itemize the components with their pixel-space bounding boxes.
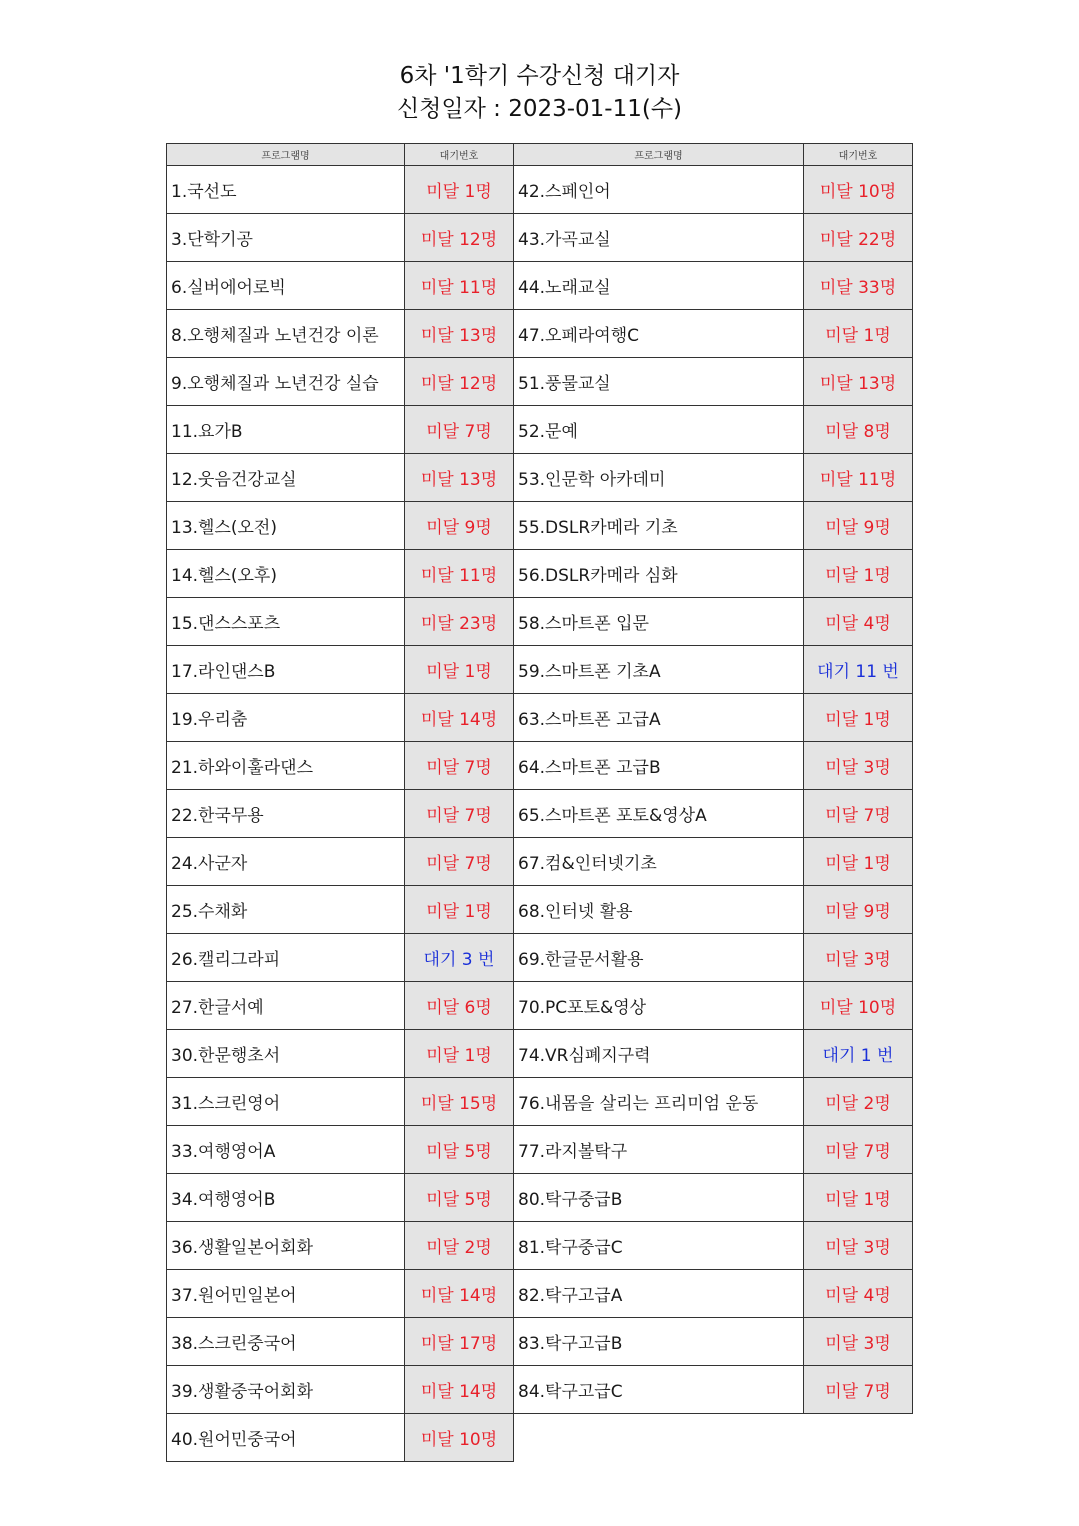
waitlist-status-cell: 미달 7명 <box>405 742 514 790</box>
table-header-row <box>514 144 913 166</box>
waitlist-status-cell: 미달 3명 <box>804 1222 913 1270</box>
waitlist-status-cell: 미달 22명 <box>804 214 913 262</box>
program-name-cell: 39.생활중국어회화 <box>167 1366 405 1414</box>
waitlist-status-cell: 미달 1명 <box>804 838 913 886</box>
table-row <box>167 310 514 358</box>
waitlist-status-cell: 미달 2명 <box>405 1222 514 1270</box>
program-name-cell: 55.DSLR카메라 기초 <box>514 502 804 550</box>
program-name-cell: 26.캘리그라피 <box>167 934 405 982</box>
waitlist-status-cell: 미달 9명 <box>804 502 913 550</box>
waitlist-status-cell: 미달 14명 <box>405 1366 514 1414</box>
waitlist-status-cell: 미달 15명 <box>405 1078 514 1126</box>
table-row <box>167 742 514 790</box>
program-name-cell: 64.스마트폰 고급B <box>514 742 804 790</box>
program-name-cell: 47.오페라여행C <box>514 310 804 358</box>
program-name-cell: 12.웃음건강교실 <box>167 454 405 502</box>
waitlist-number-header: 대기번호 <box>804 144 913 166</box>
waitlist-status-cell: 미달 11명 <box>405 550 514 598</box>
program-name-cell: 1.국선도 <box>167 166 405 214</box>
waitlist-status-cell: 미달 7명 <box>405 406 514 454</box>
table-row <box>514 1270 913 1318</box>
program-name-cell: 22.한국무용 <box>167 790 405 838</box>
waitlist-status-cell: 미달 7명 <box>804 1126 913 1174</box>
program-name-cell: 83.탁구고급B <box>514 1318 804 1366</box>
table-row <box>514 982 913 1030</box>
table-row <box>167 934 514 982</box>
program-name-cell: 70.PC포토&영상 <box>514 982 804 1030</box>
program-name-cell: 3.단학기공 <box>167 214 405 262</box>
waitlist-status-cell: 미달 3명 <box>804 1318 913 1366</box>
waitlist-status-cell: 미달 7명 <box>405 790 514 838</box>
program-name-cell: 77.라지볼탁구 <box>514 1126 804 1174</box>
waitlist-status-cell: 미달 3명 <box>804 934 913 982</box>
waitlist-status-cell: 미달 8명 <box>804 406 913 454</box>
program-name-cell: 63.스마트폰 고급A <box>514 694 804 742</box>
waitlist-status-cell: 미달 5명 <box>405 1174 514 1222</box>
table-row <box>167 406 514 454</box>
table-row <box>167 886 514 934</box>
program-name-cell: 53.인문학 아카데미 <box>514 454 804 502</box>
program-name-cell: 76.내몸을 살리는 프리미엄 운동 <box>514 1078 804 1126</box>
table-row <box>514 262 913 310</box>
page-title: 6차 '1학기 수강신청 대기자 <box>399 63 680 89</box>
waitlist-status-cell: 미달 1명 <box>804 694 913 742</box>
program-name-cell: 24.사군자 <box>167 838 405 886</box>
waitlist-status-cell: 미달 1명 <box>405 646 514 694</box>
waitlist-status-cell: 미달 4명 <box>804 1270 913 1318</box>
table-row <box>514 934 913 982</box>
waitlist-status-cell: 미달 7명 <box>804 1366 913 1414</box>
table-row <box>167 790 514 838</box>
program-name-cell: 30.한문행초서 <box>167 1030 405 1078</box>
program-name-cell: 69.한글문서활용 <box>514 934 804 982</box>
program-name-cell: 80.탁구중급B <box>514 1174 804 1222</box>
program-name-cell: 27.한글서예 <box>167 982 405 1030</box>
program-name-cell: 51.풍물교실 <box>514 358 804 406</box>
waitlist-status-cell: 미달 6명 <box>405 982 514 1030</box>
program-name-cell: 81.탁구중급C <box>514 1222 804 1270</box>
table-row <box>167 358 514 406</box>
waitlist-status-cell: 미달 11명 <box>804 454 913 502</box>
program-name-cell: 25.수채화 <box>167 886 405 934</box>
waitlist-status-cell: 미달 9명 <box>405 502 514 550</box>
table-row <box>167 694 514 742</box>
waitlist-number-header: 대기번호 <box>405 144 514 166</box>
table-row <box>167 1414 514 1462</box>
table-row <box>514 598 913 646</box>
waitlist-status-cell: 미달 13명 <box>405 310 514 358</box>
table-row <box>514 838 913 886</box>
table-row <box>167 550 514 598</box>
program-name-header: 프로그램명 <box>167 144 405 166</box>
table-row <box>167 1222 514 1270</box>
table-row <box>167 1366 514 1414</box>
waitlist-status-cell: 미달 7명 <box>405 838 514 886</box>
table-row <box>514 310 913 358</box>
table-row <box>167 502 514 550</box>
program-name-cell: 52.문예 <box>514 406 804 454</box>
table-row <box>167 1270 514 1318</box>
program-name-cell: 68.인터넷 활용 <box>514 886 804 934</box>
table-row <box>514 1222 913 1270</box>
waitlist-status-cell: 미달 9명 <box>804 886 913 934</box>
waitlist-status-cell: 미달 17명 <box>405 1318 514 1366</box>
table-row <box>167 646 514 694</box>
waitlist-status-cell: 미달 12명 <box>405 214 514 262</box>
waitlist-status-cell: 미달 14명 <box>405 1270 514 1318</box>
table-row <box>167 214 514 262</box>
waitlist-status-cell: 미달 10명 <box>804 166 913 214</box>
table-row <box>167 1174 514 1222</box>
waitlist-status-cell: 미달 1명 <box>405 1030 514 1078</box>
table-row <box>167 1126 514 1174</box>
program-name-cell: 11.요가B <box>167 406 405 454</box>
table-row <box>514 406 913 454</box>
program-name-cell: 9.오행체질과 노년건강 실습 <box>167 358 405 406</box>
table-row <box>514 550 913 598</box>
table-row <box>514 214 913 262</box>
waitlist-status-cell: 미달 14명 <box>405 694 514 742</box>
waitlist-status-cell: 대기 3 번 <box>405 934 514 982</box>
program-name-cell: 6.실버에어로빅 <box>167 262 405 310</box>
program-name-cell: 19.우리춤 <box>167 694 405 742</box>
waitlist-status-cell: 미달 13명 <box>804 358 913 406</box>
program-name-cell: 36.생활일본어회화 <box>167 1222 405 1270</box>
table-row <box>514 742 913 790</box>
program-name-cell: 17.라인댄스B <box>167 646 405 694</box>
table-row <box>514 1318 913 1366</box>
program-name-cell: 37.원어민일본어 <box>167 1270 405 1318</box>
waitlist-status-cell: 미달 10명 <box>804 982 913 1030</box>
application-date: 신청일자 : 2023-01-11(수) <box>396 96 683 122</box>
waitlist-table-left <box>166 143 514 1462</box>
waitlist-status-cell: 미달 3명 <box>804 742 913 790</box>
program-name-cell: 67.컴&인터넷기초 <box>514 838 804 886</box>
waitlist-status-cell: 미달 7명 <box>804 790 913 838</box>
program-name-cell: 82.탁구고급A <box>514 1270 804 1318</box>
program-name-cell: 44.노래교실 <box>514 262 804 310</box>
program-name-cell: 38.스크린중국어 <box>167 1318 405 1366</box>
table-row <box>514 1366 913 1414</box>
table-row <box>514 1078 913 1126</box>
table-row <box>514 694 913 742</box>
table-row <box>167 838 514 886</box>
table-row <box>514 454 913 502</box>
waitlist-status-cell: 미달 5명 <box>405 1126 514 1174</box>
waitlist-status-cell: 미달 1명 <box>804 550 913 598</box>
table-row <box>167 454 514 502</box>
waitlist-table-right <box>513 143 913 1414</box>
waitlist-status-cell: 미달 1명 <box>405 886 514 934</box>
waitlist-status-cell: 미달 1명 <box>804 1174 913 1222</box>
table-row <box>514 646 913 694</box>
program-name-cell: 14.헬스(오후) <box>167 550 405 598</box>
table-row <box>514 502 913 550</box>
program-name-cell: 31.스크린영어 <box>167 1078 405 1126</box>
table-row <box>167 1318 514 1366</box>
waitlist-status-cell: 대기 1 번 <box>804 1030 913 1078</box>
table-row <box>514 886 913 934</box>
program-name-cell: 21.하와이훌라댄스 <box>167 742 405 790</box>
program-name-cell: 59.스마트폰 기초A <box>514 646 804 694</box>
waitlist-status-cell: 미달 12명 <box>405 358 514 406</box>
table-row <box>167 262 514 310</box>
table-row <box>167 982 514 1030</box>
table-row <box>167 598 514 646</box>
waitlist-status-cell: 미달 2명 <box>804 1078 913 1126</box>
table-row <box>514 166 913 214</box>
waitlist-status-cell: 미달 33명 <box>804 262 913 310</box>
program-name-cell: 74.VR심폐지구력 <box>514 1030 804 1078</box>
program-name-cell: 56.DSLR카메라 심화 <box>514 550 804 598</box>
program-name-header: 프로그램명 <box>514 144 804 166</box>
program-name-cell: 33.여행영어A <box>167 1126 405 1174</box>
program-name-cell: 34.여행영어B <box>167 1174 405 1222</box>
waitlist-status-cell: 미달 23명 <box>405 598 514 646</box>
program-name-cell: 8.오행체질과 노년건강 이론 <box>167 310 405 358</box>
table-row <box>167 166 514 214</box>
program-name-cell: 15.댄스스포츠 <box>167 598 405 646</box>
program-name-cell: 58.스마트폰 입문 <box>514 598 804 646</box>
table-row <box>167 1078 514 1126</box>
table-row <box>514 1126 913 1174</box>
table-header-row <box>167 144 514 166</box>
program-name-cell: 42.스페인어 <box>514 166 804 214</box>
program-name-cell: 43.가곡교실 <box>514 214 804 262</box>
table-row <box>514 1030 913 1078</box>
waitlist-status-cell: 미달 10명 <box>405 1414 514 1462</box>
program-name-cell: 65.스마트폰 포토&영상A <box>514 790 804 838</box>
program-name-cell: 13.헬스(오전) <box>167 502 405 550</box>
waitlist-status-cell: 미달 4명 <box>804 598 913 646</box>
table-row <box>167 1030 514 1078</box>
table-row <box>514 1174 913 1222</box>
waitlist-status-cell: 대기 11 번 <box>804 646 913 694</box>
table-row <box>514 790 913 838</box>
program-name-cell: 84.탁구고급C <box>514 1366 804 1414</box>
waitlist-status-cell: 미달 1명 <box>405 166 514 214</box>
program-name-cell: 40.원어민중국어 <box>167 1414 405 1462</box>
table-row <box>514 358 913 406</box>
waitlist-status-cell: 미달 1명 <box>804 310 913 358</box>
waitlist-status-cell: 미달 11명 <box>405 262 514 310</box>
waitlist-status-cell: 미달 13명 <box>405 454 514 502</box>
